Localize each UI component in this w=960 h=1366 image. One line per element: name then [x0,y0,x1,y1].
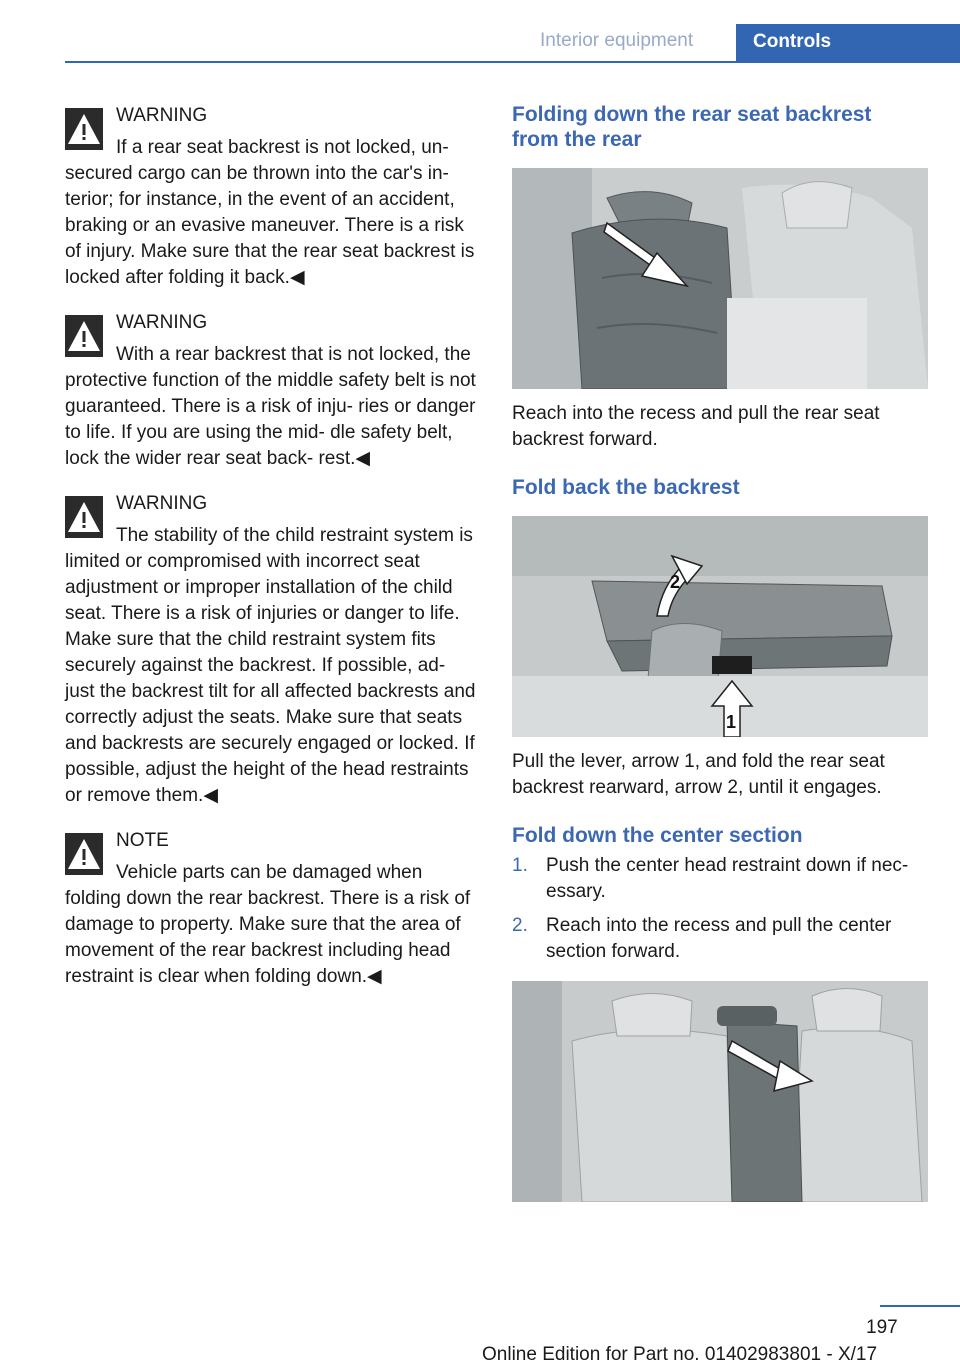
warning-triangle-icon [65,108,103,150]
note-title: NOTE [116,830,169,851]
warning-block [65,102,480,291]
warning-title: WARNING [116,105,208,126]
edition-note: Online Edition for Part no. 01402983801 - X/17 [482,1344,878,1365]
step-item [512,913,928,965]
heading-fold-from-rear: Folding down the rear seat backrest from the rear [512,103,872,151]
warning-text: With a rear backrest that is not locked, the protective function of the middle safety belt is not guaranteed. There is a risk of inju- ries or danger to life. If you are using the mid- dle safety belt, lock the wider rear seat back- rest.◀ [65,344,476,469]
step-number: 1. [512,855,528,876]
step-number: 2. [512,915,528,936]
note-text: Vehicle parts can be damaged when folding down the rear backrest. There is a risk of damage to property. Make sure that the area of movement of the rear backrest including head restraint is clear when folding down.◀ [65,862,471,987]
header-chapter-tab: Controls [736,24,960,61]
arrow-1-label: 1 [726,712,737,732]
caption-fold-back: Pull the lever, arrow 1, and fold the rear seat backrest rearward, arrow 2, until it engages. [512,751,885,798]
warning-triangle-icon [65,496,103,538]
center-section-steps [512,853,928,965]
warning-title: WARNING [116,312,208,333]
heading-fold-back: Fold back the backrest [512,476,740,499]
header-rule [65,61,960,63]
figure-center-section [512,981,928,1202]
step-text: Reach into the recess and pull the center section forward. [546,915,892,962]
warning-text: The stability of the child restraint system is limited or compromised with incorrect seat adjustment or improper installation of the child seat. There is a risk of injuries or danger to life. Make sure that the child restraint system fits securely against the backrest. If possible, ad- just the backrest tilt for all affected backrests and correctly adjust the seats. Make sure that seats and backrests are securely engaged or locked. If possible, adjust the height of the head restraints or remove them.◀ [65,525,476,806]
instructions-column [512,102,928,1202]
arrow-2-label: 2 [670,572,681,592]
caption-fold-from-rear: Reach into the recess and pull the rear seat backrest forward. [512,403,880,450]
warning-text: If a rear seat backrest is not locked, un- secured cargo can be thrown into the car's in- terior; for instance, in the event of an accident, braking or an evasive maneuver. There is a risk of injury. Make sure that the rear seat backrest is locked after folding it back.◀ [65,137,475,288]
note-block [65,827,480,990]
heading-center-section: Fold down the center section [512,824,803,847]
header-section-title: Interior equipment [540,30,694,51]
rear-seat-illustration-1 [512,168,928,389]
figure-seat-fold-from-rear [512,168,928,389]
step-item [512,853,928,905]
rear-seat-illustration-3 [512,981,928,1202]
warning-title: WARNING [116,493,208,514]
footer-rule [880,1305,960,1307]
step-text: Push the center head restraint down if nec- essary. [546,855,909,902]
page-number: 197 [866,1317,898,1338]
warning-triangle-icon [65,833,103,875]
warnings-column [65,102,480,1008]
warning-triangle-icon [65,315,103,357]
warning-block [65,490,480,809]
warning-block [65,309,480,472]
figure-fold-back-backrest [512,516,928,737]
rear-seat-illustration-2 [512,516,928,737]
